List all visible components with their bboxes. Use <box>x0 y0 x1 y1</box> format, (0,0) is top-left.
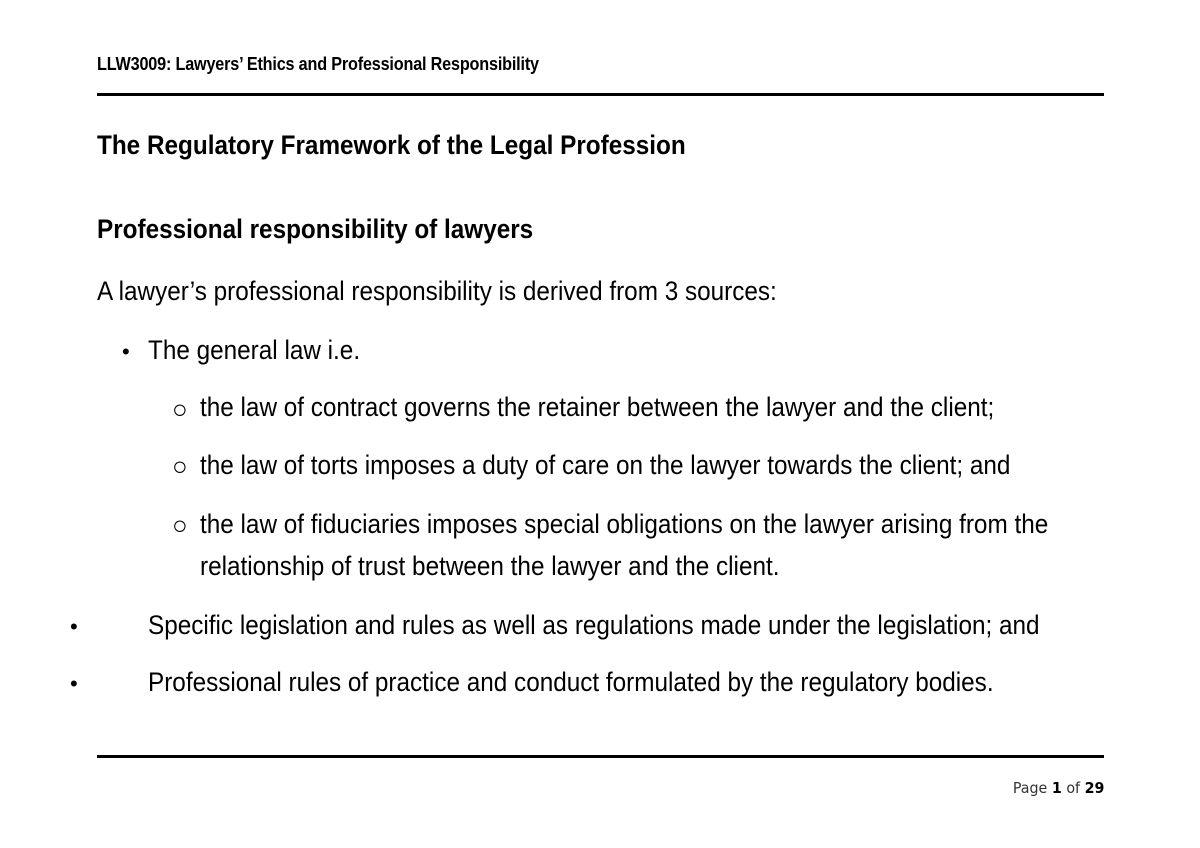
page-separator: of <box>1065 779 1080 797</box>
bullet-professional-rules: Professional rules of practice and conduct formulated by the regulatory bodies. <box>148 667 994 697</box>
sub-item-contract-law: the law of contract governs the retainer between the lawyer and the client; <box>200 392 995 422</box>
section-heading: Professional responsibility of lawyers <box>97 214 534 244</box>
sub-item-fiduciaries-law: the law of fiduciaries imposes special obligations on the lawyer arising from the <box>200 509 1049 539</box>
header-divider <box>97 93 1104 96</box>
bullet-general-law: The general law i.e. <box>148 335 361 365</box>
intro-paragraph: A lawyer’s professional responsibility is derived from 3 sources: <box>97 276 777 306</box>
page-prefix: Page <box>1012 779 1047 797</box>
bullet-specific-legislation: Specific legislation and rules as well as regulations made under the legislation; and <box>148 610 1040 640</box>
sub-item-torts-law: the law of torts imposes a duty of care on the lawyer towards the client; and <box>200 450 1011 480</box>
course-header-title: LLW3009: Lawyers’ Ethics and Professional Responsibility <box>97 54 539 74</box>
total-pages-number: 29 <box>1084 779 1104 797</box>
page-indicator <box>1012 779 1104 797</box>
sub-bullet-marker: ○ <box>172 510 188 540</box>
bullet-marker: • <box>122 339 130 364</box>
current-page-number: 1 <box>1051 779 1062 797</box>
footer-divider <box>97 755 1104 758</box>
document-title: The Regulatory Framework of the Legal Profession <box>97 130 686 160</box>
sub-bullet-marker: ○ <box>172 451 188 481</box>
sub-item-fiduciaries-law-continuation: relationship of trust between the lawyer and the client. <box>200 551 780 581</box>
bullet-marker: • <box>70 614 78 639</box>
sub-bullet-marker: ○ <box>172 394 188 424</box>
bullet-marker: • <box>70 671 78 696</box>
